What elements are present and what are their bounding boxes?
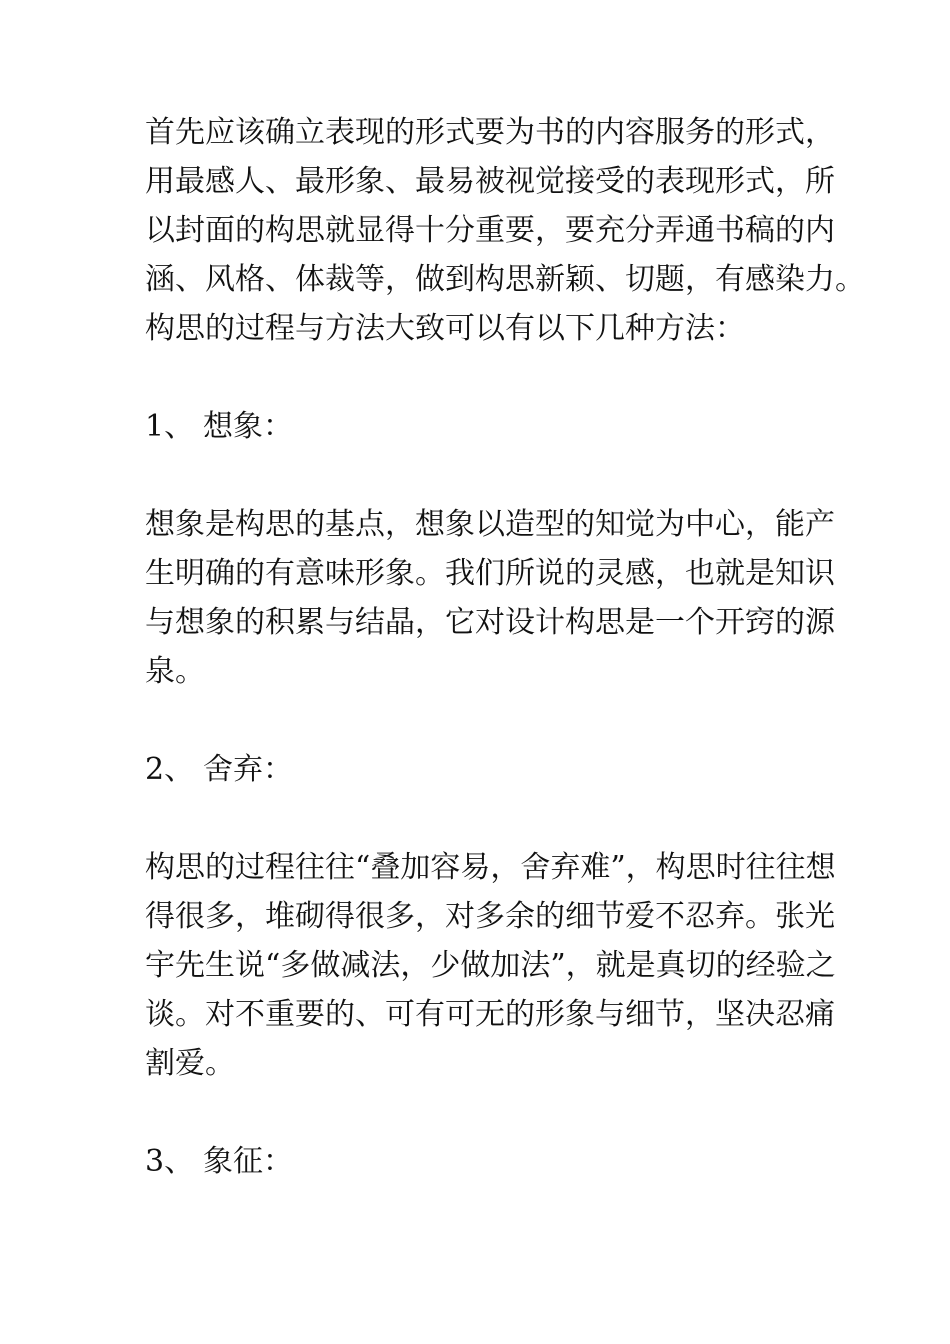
section-2-line-1: 构思的过程往往“叠加容易，舍弃难”，构思时往往想 <box>145 850 836 885</box>
intro-line-4: 涵、风格、体裁等，做到构思新颖、切题，有感染力。 <box>145 262 865 297</box>
spacer <box>145 794 813 843</box>
section-title: 想象： <box>203 409 293 444</box>
section-1-line-4: 泉。 <box>145 654 205 689</box>
spacer <box>145 353 813 402</box>
section-2-line-5: 割爱。 <box>145 1046 235 1081</box>
intro-line-5: 构思的过程与方法大致可以有以下几种方法： <box>145 311 745 346</box>
section-1-line-2: 生明确的有意味形象。我们所说的灵感，也就是知识 <box>145 556 835 591</box>
section-heading-1 <box>145 402 813 451</box>
section-number: 2、 <box>145 752 195 787</box>
spacer <box>145 451 813 500</box>
section-number: 1、 <box>145 409 195 444</box>
intro-line-1: 首先应该确立表现的形式要为书的内容服务的形式， <box>145 115 835 150</box>
section-heading-3 <box>145 1137 813 1186</box>
intro-line-3: 以封面的构思就显得十分重要，要充分弄通书稿的内 <box>145 213 835 248</box>
section-number: 3、 <box>145 1144 195 1179</box>
section-title: 象征： <box>203 1144 293 1179</box>
intro-line-2: 用最感人、最形象、最易被视觉接受的表现形式，所 <box>145 164 835 199</box>
section-heading-2 <box>145 745 813 794</box>
section-1-line-1: 想象是构思的基点，想象以造型的知觉为中心，能产 <box>145 507 835 542</box>
spacer <box>145 1088 813 1137</box>
section-2-line-2: 得很多，堆砌得很多，对多余的细节爱不忍弃。张光 <box>145 899 835 934</box>
document-body <box>145 108 865 1186</box>
section-title: 舍弃： <box>203 752 293 787</box>
section-1-line-3: 与想象的积累与结晶，它对设计构思是一个开窍的源 <box>145 605 835 640</box>
section-2-line-4: 谈。对不重要的、可有可无的形象与细节，坚决忍痛 <box>145 997 835 1032</box>
section-2-line-3: 宇先生说“多做减法，少做加法”，就是真切的经验之 <box>145 948 836 983</box>
spacer <box>145 696 813 745</box>
